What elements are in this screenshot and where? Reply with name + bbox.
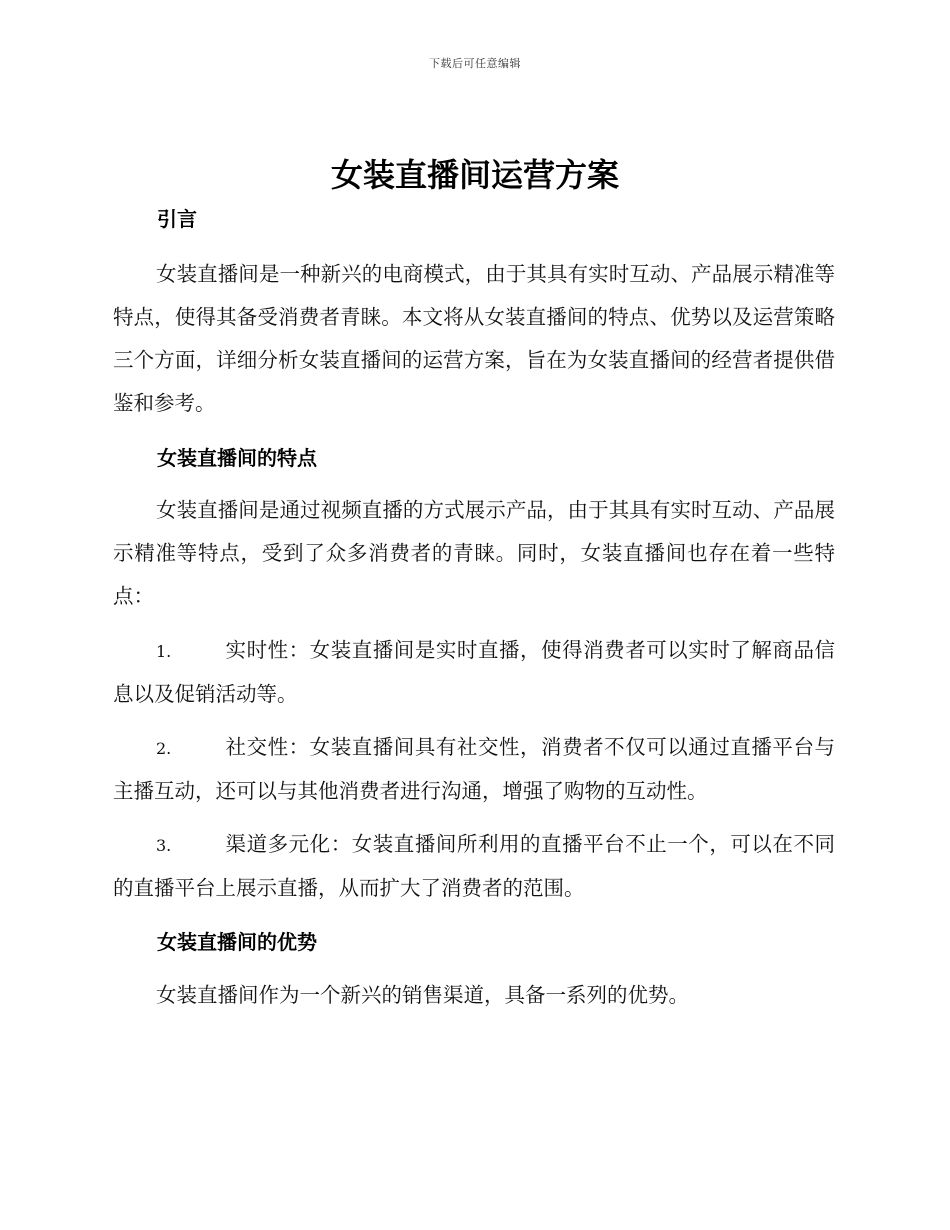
section-heading-advantages: 女装直播间的优势 <box>157 930 317 954</box>
header-note: 下载后可任意编辑 <box>429 57 521 70</box>
document-title: 女装直播间运营方案 <box>330 156 619 194</box>
list-item-text: 实时性：女装直播间是实时直播，使得消费者可以实时了解商品信息以及促销活动等。 <box>113 638 835 706</box>
section-heading-intro: 引言 <box>157 207 197 231</box>
list-item-text: 渠道多元化：女装直播间所利用的直播平台不止一个，可以在不同的直播平台上展示直播，从而扩大了消费者的范围。 <box>113 832 835 900</box>
paragraph-intro: 女装直播间是一种新兴的电商模式，由于其具有实时互动、产品展示精准等特点，使得其备受消费者青睐。本文将从女装直播间的特点、优势以及运营策略三个方面，详细分析女装直播间的运营方案，旨在为女装直播间的经营者提供借鉴和参考。 <box>113 262 835 415</box>
list-item <box>113 726 835 813</box>
list-item-text: 社交性：女装直播间具有社交性，消费者不仅可以通过直播平台与主播互动，还可以与其他消费者进行沟通，增强了购物的互动性。 <box>113 735 835 803</box>
list-item-number: 3. <box>156 836 172 855</box>
list-item <box>113 823 835 910</box>
list-item-number: 2. <box>156 739 172 758</box>
paragraph-advantages: 女装直播间作为一个新兴的销售渠道，具备一系列的优势。 <box>156 983 689 1007</box>
list-item <box>113 629 835 716</box>
list-item-number: 1. <box>156 642 172 661</box>
paragraph-features: 女装直播间是通过视频直播的方式展示产品，由于其具有实时互动、产品展示精准等特点，受到了众多消费者的青睐。同时，女装直播间也存在着一些特点： <box>113 498 835 608</box>
section-heading-features: 女装直播间的特点 <box>157 446 317 470</box>
